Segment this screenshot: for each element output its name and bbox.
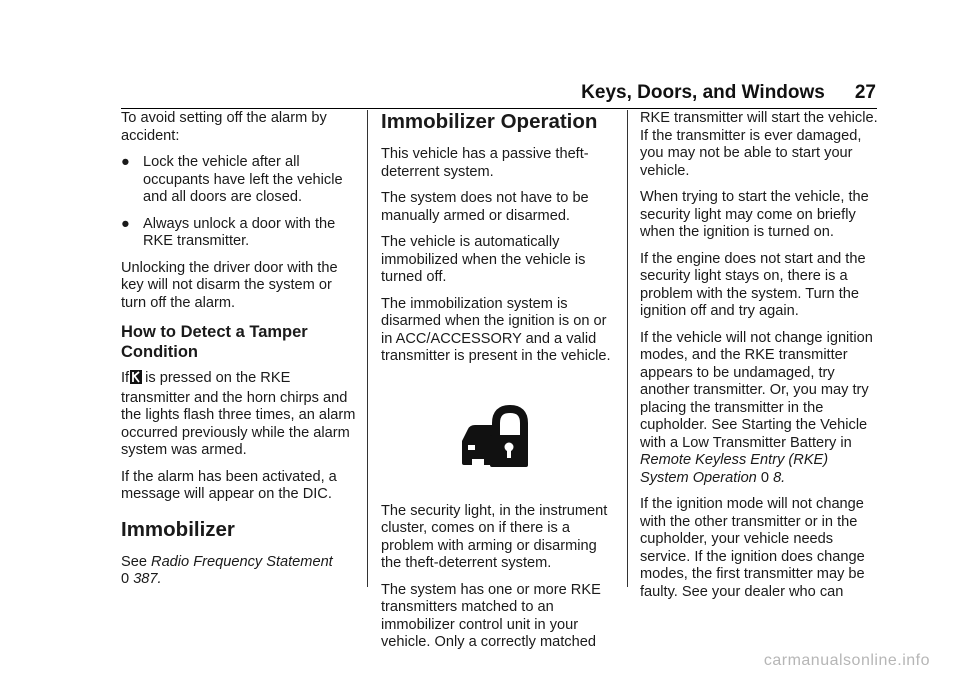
- paragraph: This vehicle has a passive theft-deterrent system.: [381, 146, 589, 180]
- alarm-intro: To avoid setting off the alarm by accident:: [121, 110, 327, 144]
- header-rule: [121, 108, 877, 109]
- unlock-paragraph: Unlocking the driver door with the key will not disarm the system or turn off the alarm.: [121, 259, 338, 311]
- tamper-pre: If: [121, 370, 130, 386]
- immobilizer-heading: Immobilizer: [121, 517, 235, 541]
- paragraph: The security light, in the instrument cluster, comes on if there is a problem with arming or disarming the theft-deterrent system.: [381, 502, 608, 571]
- bullet-item: [121, 154, 357, 207]
- radio-frequency-link[interactable]: Radio Frequency Statement: [151, 553, 333, 570]
- page-ref[interactable]: 387.: [133, 571, 162, 587]
- bullet-item: [121, 216, 357, 251]
- column-divider: [367, 110, 368, 587]
- paragraph: The vehicle is automatically immobilized when the vehicle is turned off.: [381, 234, 586, 285]
- section-title: Keys, Doors, and Windows: [581, 82, 825, 103]
- bullet-text: Always unlock a door with the RKE transmitter.: [143, 215, 336, 249]
- immobilizer-operation-heading: Immobilizer Operation: [381, 110, 598, 133]
- paragraph: If the ignition mode will not change with the other transmitter or in the cupholder, your vehicle needs service. If the ignition does change modes, the first transmitter may be faulty. See your dealer who can: [640, 496, 865, 600]
- page-ref-arrow: 0: [121, 571, 130, 587]
- remote-key-icon: [130, 370, 142, 390]
- column-3: [640, 110, 878, 610]
- paragraph: RKE transmitter will start the vehicle. If the transmitter is ever damaged, you may not be able to start your vehicle.: [640, 110, 878, 179]
- paragraph: [640, 330, 878, 488]
- tamper-paragraph-2: If the alarm has been activated, a message will appear on the DIC.: [121, 468, 337, 502]
- page-ref-arrow: 0: [760, 469, 769, 486]
- security-light-icon: [458, 401, 528, 469]
- bullet-dot: ●: [121, 215, 130, 232]
- tamper-paragraph-1: [121, 370, 357, 460]
- see-reference: [121, 554, 357, 589]
- paragraph-text: If the vehicle will not change ignition modes, and the RKE transmitter appears to be undamaged, try another transmitter. Or, you may try placing the transmitter in the cupholder. See Starting the Vehicle with a Low Transmitter Battery in: [640, 329, 873, 451]
- paragraph: The system has one or more RKE transmitters matched to an immobilizer control unit in your vehicle. Only a correctly matched: [381, 581, 601, 650]
- page-header: [0, 82, 876, 104]
- paragraph: The immobilization system is disarmed when the ignition is on or in ACC/ACCESSORY and a valid transmitter is present in the vehicle.: [381, 295, 611, 364]
- column-1: [121, 110, 357, 598]
- paragraph: The system does not have to be manually armed or disarmed.: [381, 190, 589, 224]
- column-2: [381, 110, 611, 661]
- see-pre: See: [121, 553, 147, 570]
- rke-operation-link[interactable]: Remote Keyless Entry (RKE) System Operation: [640, 452, 829, 486]
- page-ref[interactable]: 8.: [773, 469, 786, 486]
- bullet-dot: ●: [121, 154, 130, 170]
- paragraph: When trying to start the vehicle, the security light may come on briefly when the ignition is turned on.: [640, 189, 869, 240]
- tamper-post: is pressed on the RKE transmitter and the horn chirps and the lights flash three times, an alarm occurred previously while the alarm system was armed.: [121, 370, 356, 458]
- tamper-heading: How to Detect a Tamper Condition: [121, 323, 308, 361]
- page-number: 27: [854, 82, 876, 103]
- watermark: carmanualsonline.info: [763, 652, 930, 669]
- column-divider: [627, 110, 628, 587]
- paragraph: If the engine does not start and the security light stays on, there is a problem with the system. Turn the ignition off and try again.: [640, 250, 866, 319]
- bullet-text: Lock the vehicle after all occupants have left the vehicle and all doors are closed.: [143, 154, 343, 205]
